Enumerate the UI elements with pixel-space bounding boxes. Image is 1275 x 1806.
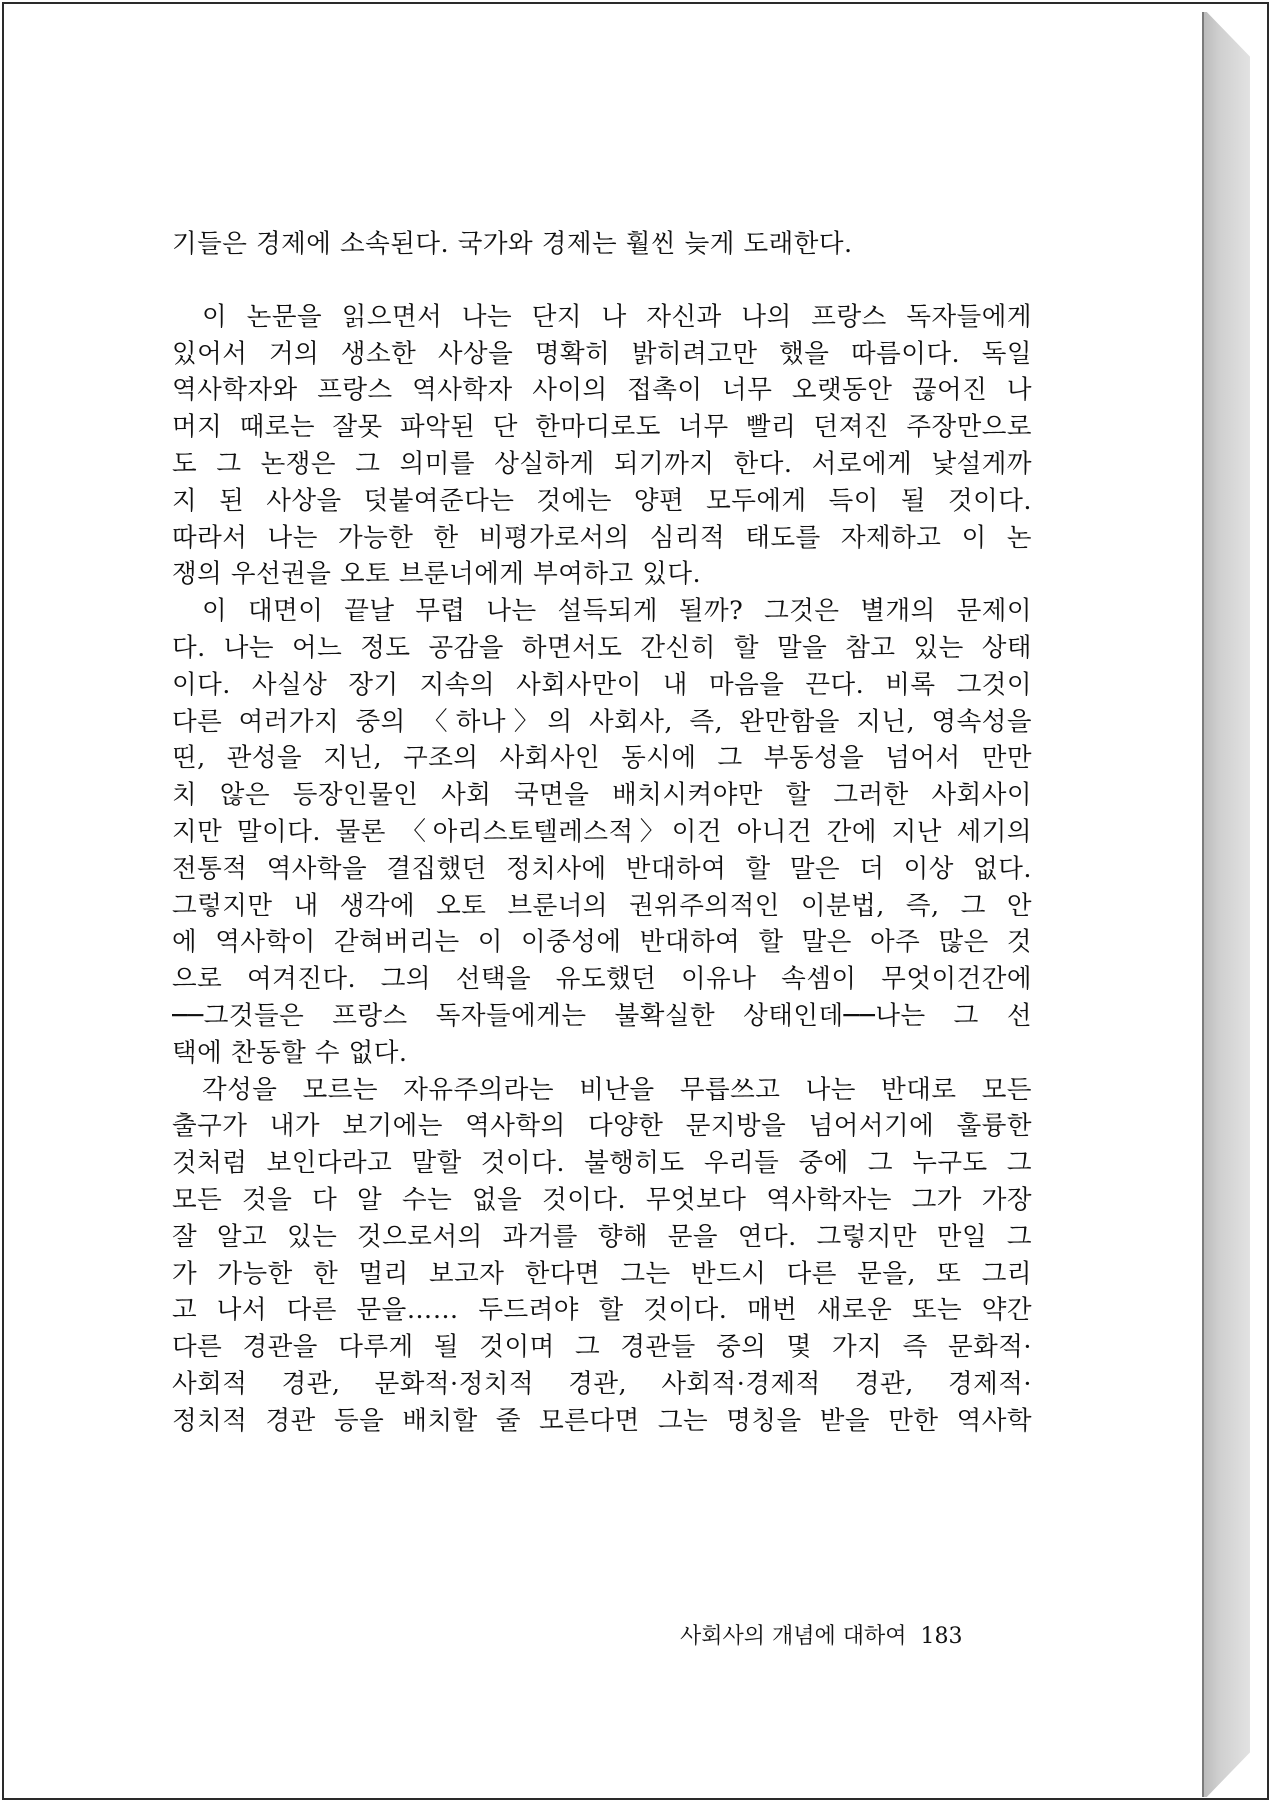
text-line: 정치적 경관 등을 배치할 줄 모른다면 그는 명칭을 받을 만한 역사학 — [172, 1405, 1032, 1436]
text-line: 출구가 내가 보기에는 역사학의 다양한 문지방을 넘어서기에 훌륭한 — [172, 1111, 1032, 1142]
text-line: 이다. 사실상 장기 지속의 사회사만이 내 마음을 끈다. 비록 그것이 — [172, 669, 1032, 700]
text-line: 다른 여러가지 중의 〈하나〉의 사회사, 즉, 완만함을 지닌, 영속성을 — [172, 706, 1032, 737]
book-page-edge — [1202, 12, 1250, 1797]
text-line: 도 그 논쟁은 그 의미를 상실하게 되기까지 한다. 서로에게 낯설게까 — [172, 448, 1032, 479]
text-line: 지 된 사상을 덧붙여준다는 것에는 양편 모두에게 득이 될 것이다. — [172, 485, 1032, 516]
text-line: 전통적 역사학을 결집했던 정치사에 반대하여 할 말은 더 이상 없다. — [172, 853, 1032, 884]
text-line: 이 대면이 끝날 무렵 나는 설득되게 될까? 그것은 별개의 문제이 — [202, 596, 1032, 627]
text-line: 이 논문을 읽으면서 나는 단지 나 자신과 나의 프랑스 독자들에게 — [202, 301, 1032, 332]
text-line: 에 역사학이 갇혀버리는 이 이중성에 반대하여 할 말은 아주 많은 것 — [172, 927, 1032, 958]
text-line: 다. 나는 어느 정도 공감을 하면서도 간신히 할 말을 참고 있는 상태 — [172, 632, 1032, 663]
text-line: 쟁의 우선권을 오토 브룬너에게 부여하고 있다. — [172, 559, 702, 590]
text-line: 것처럼 보인다라고 말할 것이다. 불행히도 우리들 중에 그 누구도 그 — [172, 1148, 1032, 1179]
text-line: 모든 것을 다 알 수는 없을 것이다. 무엇보다 역사학자는 그가 가장 — [172, 1184, 1032, 1215]
body-text — [172, 226, 1032, 1440]
text-line: ──그것들은 프랑스 독자들에게는 불확실한 상태인데──나는 그 선 — [172, 1000, 1032, 1031]
text-line: 가 가능한 한 멀리 보고자 한다면 그는 반드시 다른 문을, 또 그리 — [172, 1258, 1032, 1289]
text-line: 기들은 경제에 소속된다. 국가와 경제는 훨씬 늦게 도래한다. — [172, 229, 853, 259]
running-title: 사회사의 개념에 대하여 — [680, 1624, 907, 1649]
text-line: 잘 알고 있는 것으로서의 과거를 향해 문을 연다. 그렇지만 만일 그 — [172, 1221, 1032, 1252]
page-frame — [2, 2, 1269, 1800]
text-line: 있어서 거의 생소한 사상을 명확히 밝히려고만 했을 따름이다. 독일 — [172, 338, 1032, 369]
text-line: 으로 여겨진다. 그의 선택을 유도했던 이유나 속셈이 무엇이건간에 — [172, 964, 1032, 995]
book-spine-line — [1202, 12, 1204, 1797]
text-line: 치 않은 등장인물인 사회 국면을 배치시켜야만 할 그러한 사회사이 — [172, 780, 1032, 811]
text-line: 지만 말이다. 물론 〈아리스토텔레스적〉이건 아니건 간에 지난 세기의 — [172, 816, 1032, 847]
page-footer — [680, 1619, 963, 1650]
text-line: 그렇지만 내 생각에 오토 브룬너의 권위주의적인 이분법, 즉, 그 안 — [172, 890, 1032, 921]
text-line: 띤, 관성을 지닌, 구조의 사회사인 동시에 그 부동성을 넘어서 만만 — [172, 743, 1032, 774]
text-line: 따라서 나는 가능한 한 비평가로서의 심리적 태도를 자제하고 이 논 — [172, 522, 1032, 553]
text-line: 다른 경관을 다루게 될 것이며 그 경관들 중의 몇 가지 즉 문화적· — [172, 1332, 1032, 1363]
text-line: 각성을 모르는 자유주의라는 비난을 무릅쓰고 나는 반대로 모든 — [202, 1074, 1032, 1105]
page-number: 183 — [920, 1624, 963, 1649]
text-line: 역사학자와 프랑스 역사학자 사이의 접촉이 너무 오랫동안 끊어진 나 — [172, 375, 1032, 406]
text-line: 택에 찬동할 수 없다. — [172, 1037, 408, 1068]
paragraph-gap — [172, 263, 1032, 299]
text-line: 사회적 경관, 문화적·정치적 경관, 사회적·경제적 경관, 경제적· — [172, 1368, 1032, 1399]
text-line: 고 나서 다른 문을…… 두드려야 할 것이다. 매번 새로운 또는 약간 — [172, 1295, 1032, 1326]
text-line: 머지 때로는 잘못 파악된 단 한마디로도 너무 빨리 던져진 주장만으로 — [172, 412, 1032, 443]
